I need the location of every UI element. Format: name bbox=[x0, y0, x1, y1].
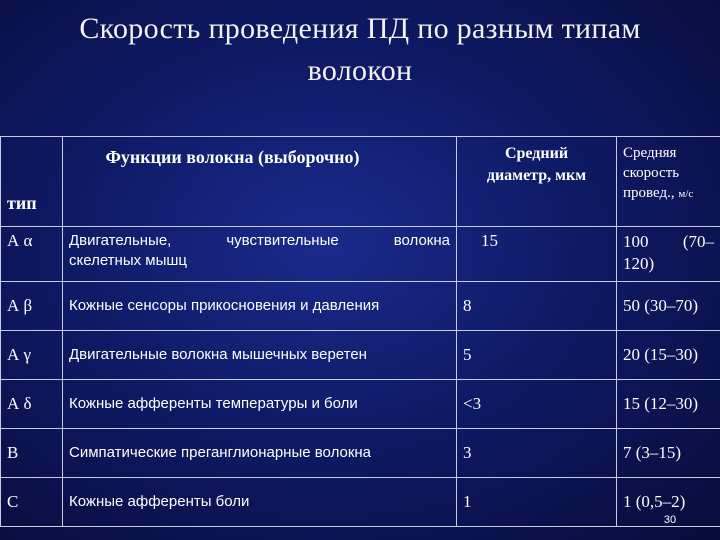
cell-speed-line-2: 120) bbox=[623, 254, 655, 273]
cell-type: С bbox=[1, 478, 63, 527]
cell-function: Кожные сенсоры прикосновения и давления bbox=[63, 282, 457, 331]
cell-diameter: 5 bbox=[457, 331, 617, 380]
cell-type: А δ bbox=[1, 380, 63, 429]
page-number: 30 bbox=[663, 514, 677, 526]
header-speed-line-3 bbox=[623, 183, 714, 204]
cell-type: А γ bbox=[1, 331, 63, 380]
header-diameter bbox=[457, 137, 617, 227]
cell-diameter: 1 bbox=[457, 478, 617, 527]
slide-title-line-2: волокон bbox=[307, 54, 413, 87]
cell-diameter: 15 bbox=[457, 227, 617, 282]
cell-speed bbox=[617, 227, 720, 282]
cell-diameter: 8 bbox=[457, 282, 617, 331]
cell-type: В bbox=[1, 429, 63, 478]
cell-speed: 50 (30–70) bbox=[617, 282, 720, 331]
cell-speed-line-1: 100 (70– bbox=[623, 232, 714, 251]
header-speed-line-2: скорость bbox=[623, 165, 680, 181]
cell-function: Кожные афференты боли bbox=[63, 478, 457, 527]
header-speed-line-1: Средняя bbox=[623, 145, 677, 161]
header-speed-label: провед., bbox=[623, 185, 675, 201]
cell-function-line-2: скелетных мышц bbox=[69, 252, 187, 269]
cell-function bbox=[63, 227, 457, 282]
table-row bbox=[1, 282, 720, 331]
slide-title bbox=[0, 8, 720, 92]
cell-function: Симпатические преганглионарные волокна bbox=[63, 429, 457, 478]
table-header-row bbox=[1, 137, 720, 227]
header-function: Функции волокна (выборочно) bbox=[63, 137, 457, 227]
header-speed bbox=[617, 137, 720, 227]
table-row bbox=[1, 380, 720, 429]
header-diameter-line-1: Средний bbox=[504, 145, 569, 162]
cell-type: А β bbox=[1, 282, 63, 331]
cell-speed: 7 (3–15) bbox=[617, 429, 720, 478]
cell-diameter: 3 bbox=[457, 429, 617, 478]
cell-function: Двигательные волокна мышечных веретен bbox=[63, 331, 457, 380]
cell-type: А α bbox=[1, 227, 63, 282]
cell-diameter: <3 bbox=[457, 380, 617, 429]
header-diameter-line-2: диаметр, мкм bbox=[486, 167, 587, 184]
cell-speed: 20 (15–30) bbox=[617, 331, 720, 380]
slide-title-line-1: Скорость проведения ПД по разным типам bbox=[79, 12, 641, 45]
cell-speed: 1 (0,5–2) bbox=[617, 478, 720, 527]
cell-function: Кожные афференты температуры и боли bbox=[63, 380, 457, 429]
header-type: тип bbox=[1, 137, 63, 227]
cell-speed: 15 (12–30) bbox=[617, 380, 720, 429]
table-row bbox=[1, 429, 720, 478]
cell-function-line-1: Двигательные, чувствительные волокна bbox=[69, 232, 450, 249]
table-row bbox=[1, 478, 720, 527]
table-row bbox=[1, 331, 720, 380]
table-row bbox=[1, 227, 720, 282]
header-speed-unit: м/с bbox=[678, 188, 694, 200]
fiber-types-table bbox=[0, 136, 720, 527]
